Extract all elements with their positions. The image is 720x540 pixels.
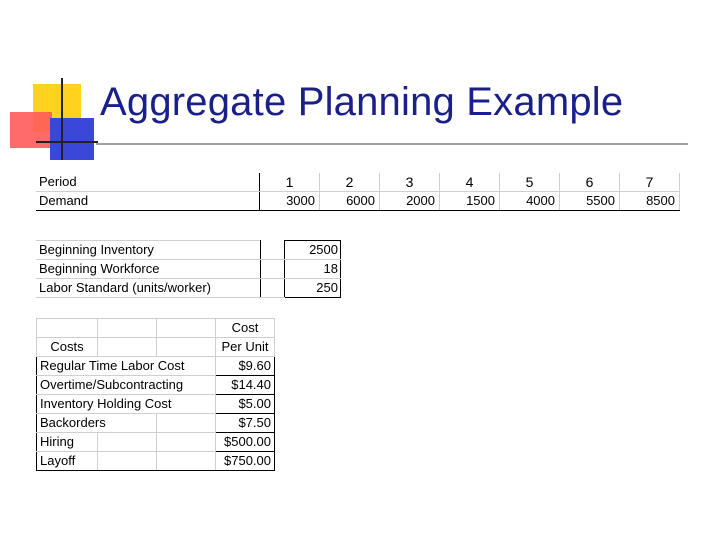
blue-square (50, 118, 94, 160)
period-cell: 3 (380, 173, 440, 192)
demand-cell: 6000 (320, 192, 380, 211)
row-label: Layoff (37, 452, 98, 471)
row-label: Backorders (37, 414, 157, 433)
row-label: Hiring (37, 433, 98, 452)
row-label: Labor Standard (units/worker) (36, 279, 261, 298)
table-row (37, 376, 275, 395)
slide-title: Aggregate Planning Example (100, 80, 624, 124)
demand-cell: 3000 (260, 192, 320, 211)
demand-cell: 1500 (440, 192, 500, 211)
demand-label: Demand (36, 192, 260, 211)
demand-cell: 4000 (500, 192, 560, 211)
table-row (37, 452, 275, 471)
period-row (36, 173, 680, 192)
period-cell: 5 (500, 173, 560, 192)
row-value: 18 (285, 260, 341, 279)
demand-row (36, 192, 680, 211)
row-label: Beginning Workforce (36, 260, 261, 279)
table-row (37, 433, 275, 452)
table-row (36, 279, 341, 298)
row-value: $7.50 (216, 414, 275, 433)
row-value: $500.00 (216, 433, 275, 452)
row-value: 250 (285, 279, 341, 298)
table-row (36, 260, 341, 279)
costs-table (36, 318, 275, 471)
per-unit-header: Per Unit (216, 338, 275, 357)
demand-cell: 8500 (620, 192, 680, 211)
title-underline (96, 143, 688, 145)
demand-table (36, 173, 680, 211)
period-label: Period (36, 173, 260, 192)
period-cell: 7 (620, 173, 680, 192)
row-label: Beginning Inventory (36, 241, 261, 260)
demand-cell: 5500 (560, 192, 620, 211)
table-row (37, 395, 275, 414)
costs-header: Costs (37, 338, 98, 357)
row-value: $14.40 (216, 376, 275, 395)
table-row (37, 357, 275, 376)
beginning-values-table (36, 240, 341, 298)
demand-cell: 2000 (380, 192, 440, 211)
row-value: $5.00 (216, 395, 275, 414)
row-value: $9.60 (216, 357, 275, 376)
row-value: $750.00 (216, 452, 275, 471)
header-row (37, 319, 275, 338)
header-row (37, 338, 275, 357)
cost-header: Cost (216, 319, 275, 338)
row-label: Regular Time Labor Cost (37, 357, 216, 376)
row-label: Overtime/Subcontracting (37, 376, 216, 395)
period-cell: 1 (260, 173, 320, 192)
period-cell: 2 (320, 173, 380, 192)
vertical-line (61, 78, 63, 160)
table-row (36, 241, 341, 260)
period-cell: 4 (440, 173, 500, 192)
table-row (37, 414, 275, 433)
horizontal-line (36, 141, 98, 143)
row-value: 2500 (285, 241, 341, 260)
row-label: Inventory Holding Cost (37, 395, 216, 414)
decorative-logo (0, 0, 110, 170)
period-cell: 6 (560, 173, 620, 192)
